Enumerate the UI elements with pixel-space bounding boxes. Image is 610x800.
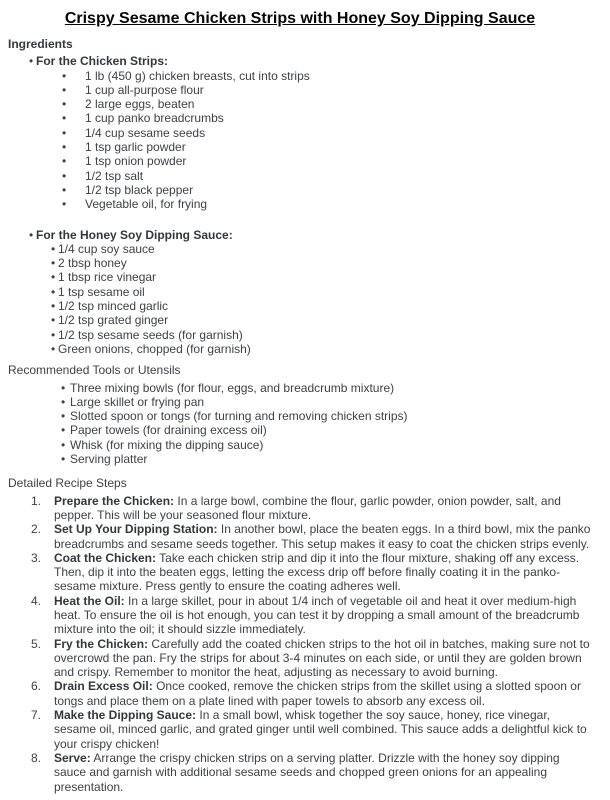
step-number: 4. bbox=[31, 593, 42, 608]
step-number: 3. bbox=[31, 550, 42, 565]
ingredient-text: 1/4 cup soy sauce bbox=[58, 241, 155, 256]
ingredient-item bbox=[8, 342, 592, 356]
recipe-step bbox=[8, 637, 592, 680]
tool-text: Slotted spoon or tongs (for turning and removing chicken strips) bbox=[70, 409, 408, 424]
tool-text: Large skillet or frying pan bbox=[70, 394, 205, 409]
tool-item bbox=[8, 452, 592, 466]
ingredient-text: 2 large eggs, beaten bbox=[85, 97, 195, 112]
recipe-step bbox=[8, 751, 592, 794]
ingredient-text: 1 cup panko breadcrumbs bbox=[85, 111, 224, 126]
recipe-step bbox=[8, 594, 592, 637]
step-number: 2. bbox=[31, 522, 42, 537]
recipe-step bbox=[8, 708, 592, 751]
ingredient-text: 1/2 tsp salt bbox=[85, 168, 144, 183]
recipe-step bbox=[8, 551, 592, 594]
ingredient-group-sauce bbox=[8, 228, 592, 357]
ingredient-item bbox=[8, 69, 592, 83]
step-text: Arrange the crispy chicken strips on a serving platter. Drizzle with the honey soy dipping sauce and garnish with additional sesame seeds and chopped green onions for an appealing presentation. bbox=[54, 750, 560, 794]
step-text: In a large bowl, combine the flour, garlic powder, onion powder, salt, and pepper. This will be your seasoned flour mixture. bbox=[54, 493, 561, 522]
bullet-icon: • bbox=[62, 68, 67, 83]
ingredient-item bbox=[8, 256, 592, 270]
step-number: 1. bbox=[31, 493, 42, 508]
section-ingredients bbox=[8, 37, 592, 356]
step-text: Once cooked, remove the chicken strips from the skillet using a slotted spoon or tongs and place them on a plate lined with paper towels to absorb any excess oil. bbox=[54, 679, 581, 708]
ingredient-item bbox=[8, 83, 592, 97]
step-text: Carefully add the coated chicken strips to the hot oil in batches, making sure not to overcrowd the pan. Fry the strips for about 3-4 minutes on each side, or until they are golden brown and crispy. Remember to monitor the heat, adjusting as necessary to avoid burning. bbox=[54, 636, 590, 680]
step-label: Drain Excess Oil: bbox=[54, 679, 153, 694]
bullet-icon: • bbox=[51, 313, 56, 328]
ingredient-text: 1 cup all-purpose flour bbox=[85, 82, 204, 97]
tool-item bbox=[8, 423, 592, 437]
group-label: For the Chicken Strips: bbox=[36, 54, 169, 69]
steps-heading: Detailed Recipe Steps bbox=[8, 476, 127, 491]
ingredient-text: 1 tbsp rice vinegar bbox=[58, 270, 157, 285]
ingredient-text: 1 tsp onion powder bbox=[85, 154, 187, 169]
step-label: Heat the Oil: bbox=[54, 593, 125, 608]
ingredient-text: 2 tbsp honey bbox=[58, 256, 127, 271]
step-label: Prepare the Chicken: bbox=[54, 493, 175, 508]
step-text: In a large skillet, pour in about 1/4 inch of vegetable oil and heat it over medium-high heat. To ensure the oil is hot enough, you can test it by dropping a small amount of the breadcrumb mixture into the oil; it should sizzle immediately. bbox=[54, 593, 580, 637]
group-label-row bbox=[8, 228, 592, 242]
ingredient-text: 1/2 tsp sesame seeds (for garnish) bbox=[58, 327, 243, 342]
tool-item bbox=[8, 438, 592, 452]
bullet-icon: • bbox=[51, 299, 56, 314]
ingredient-item bbox=[8, 328, 592, 342]
ingredient-text: 1/2 tsp grated ginger bbox=[58, 313, 169, 328]
step-number: 6. bbox=[31, 679, 42, 694]
step-text: In another bowl, place the beaten eggs. In a third bowl, mix the panko breadcrumbs and sesame seeds together. This setup makes it easy to coat the chicken strips evenly. bbox=[54, 522, 591, 551]
ingredient-item bbox=[8, 126, 592, 140]
ingredient-text: Green onions, chopped (for garnish) bbox=[58, 341, 251, 356]
tool-item bbox=[8, 395, 592, 409]
step-label: Serve: bbox=[54, 750, 91, 765]
recipe-step bbox=[8, 679, 592, 708]
ingredient-item bbox=[8, 169, 592, 183]
ingredient-text: 1/2 tsp black pepper bbox=[85, 182, 194, 197]
bullet-icon: • bbox=[62, 111, 67, 126]
ingredient-text: 1 lb (450 g) chicken breasts, cut into strips bbox=[85, 68, 310, 83]
bullet-icon: • bbox=[61, 437, 66, 452]
ingredient-item bbox=[8, 111, 592, 125]
step-text: Take each chicken strip and dip it into the flour mixture, shaking off any excess. Then, dip it into the beaten eggs, letting the excess drip off before finally coating it in the panko-sesame mixture. Press gently to ensure the coating adheres well. bbox=[54, 550, 580, 594]
recipe-title: Crispy Sesame Chicken Strips with Honey Soy Dipping Sauce bbox=[64, 10, 536, 27]
bullet-icon: • bbox=[61, 394, 66, 409]
ingredient-item bbox=[8, 313, 592, 327]
section-steps bbox=[8, 476, 592, 794]
tool-item bbox=[8, 409, 592, 423]
ingredient-item bbox=[8, 154, 592, 168]
bullet-icon: • bbox=[29, 54, 34, 69]
tools-heading: Recommended Tools or Utensils bbox=[8, 363, 181, 378]
ingredient-text: Vegetable oil, for frying bbox=[85, 197, 208, 212]
bullet-icon: • bbox=[62, 154, 67, 169]
bullet-icon: • bbox=[51, 270, 56, 285]
step-label: Fry the Chicken: bbox=[54, 636, 149, 651]
recipe-step bbox=[8, 522, 592, 551]
group-label-row bbox=[8, 54, 592, 68]
bullet-icon: • bbox=[62, 97, 67, 112]
ingredient-item bbox=[8, 270, 592, 284]
ingredient-item bbox=[8, 97, 592, 111]
bullet-icon: • bbox=[51, 241, 56, 256]
step-label: Make the Dipping Sauce: bbox=[54, 708, 197, 723]
tool-item bbox=[8, 381, 592, 395]
group-label: For the Honey Soy Dipping Sauce: bbox=[36, 227, 233, 242]
bullet-icon: • bbox=[51, 327, 56, 342]
bullet-icon: • bbox=[62, 82, 67, 97]
tool-text: Whisk (for mixing the dipping sauce) bbox=[70, 437, 264, 452]
bullet-icon: • bbox=[29, 227, 34, 242]
bullet-icon: • bbox=[62, 125, 67, 140]
bullet-icon: • bbox=[51, 284, 56, 299]
tool-text: Three mixing bowls (for flour, eggs, and breadcrumb mixture) bbox=[70, 380, 395, 395]
bullet-icon: • bbox=[61, 423, 66, 438]
bullet-icon: • bbox=[62, 168, 67, 183]
ingredient-item bbox=[8, 285, 592, 299]
bullet-icon: • bbox=[61, 452, 66, 467]
bullet-icon: • bbox=[61, 409, 66, 424]
section-tools bbox=[8, 363, 592, 466]
ingredient-group-chicken bbox=[8, 54, 592, 211]
bullet-icon: • bbox=[62, 182, 67, 197]
bullet-icon: • bbox=[62, 197, 67, 212]
ingredient-text: 1 tsp garlic powder bbox=[85, 140, 186, 155]
bullet-icon: • bbox=[62, 140, 67, 155]
ingredient-item bbox=[8, 299, 592, 313]
bullet-icon: • bbox=[61, 380, 66, 395]
step-number: 5. bbox=[31, 636, 42, 651]
bullet-icon: • bbox=[51, 341, 56, 356]
ingredients-heading: Ingredients bbox=[8, 37, 73, 51]
ingredient-item bbox=[8, 140, 592, 154]
bullet-icon: • bbox=[51, 256, 56, 271]
step-number: 8. bbox=[31, 750, 42, 765]
ingredient-item bbox=[8, 183, 592, 197]
step-label: Set Up Your Dipping Station: bbox=[54, 522, 218, 537]
step-number: 7. bbox=[31, 708, 42, 723]
recipe-step bbox=[8, 494, 592, 523]
step-text: In a small bowl, whisk together the soy sauce, honey, rice vinegar, sesame oil, minced garlic, and grated ginger until well combined. This sauce adds a delightful kick to your crispy chicken! bbox=[54, 708, 587, 751]
tool-text: Serving platter bbox=[70, 452, 148, 467]
ingredient-text: 1 tsp sesame oil bbox=[58, 284, 145, 299]
step-label: Coat the Chicken: bbox=[54, 550, 157, 565]
ingredient-item bbox=[8, 242, 592, 256]
ingredient-text: 1/4 cup sesame seeds bbox=[85, 125, 206, 140]
tool-text: Paper towels (for draining excess oil) bbox=[70, 423, 267, 438]
ingredient-text: 1/2 tsp minced garlic bbox=[58, 299, 169, 314]
ingredient-item bbox=[8, 197, 592, 211]
